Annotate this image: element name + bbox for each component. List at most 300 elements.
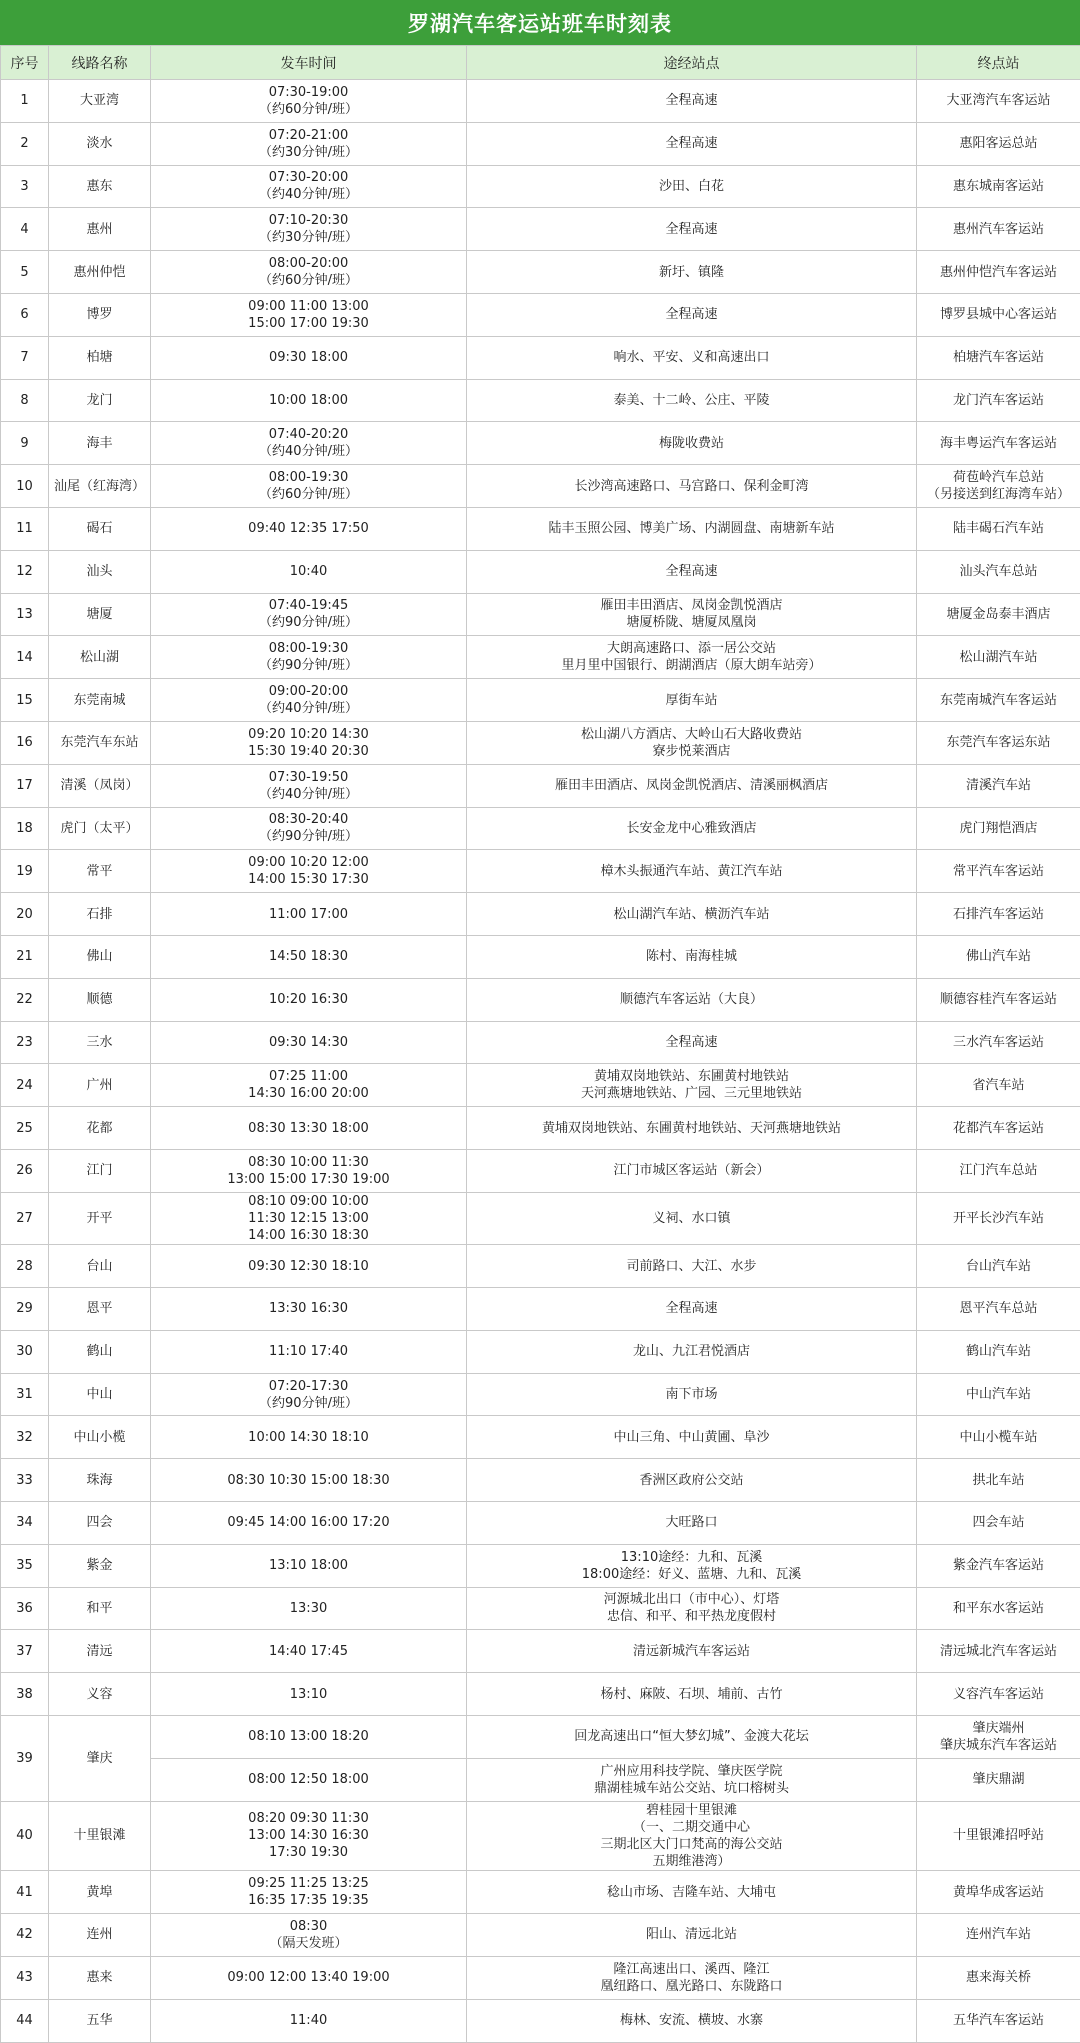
cell-index: 15	[1, 679, 49, 722]
table-row	[1, 1107, 1080, 1150]
cell-index: 41	[1, 1871, 49, 1914]
cell-via-stops	[467, 1459, 917, 1502]
cell-route-name: 义容	[49, 1673, 151, 1716]
cell-departure-time-line: 08:30 10:30 15:00 18:30	[227, 1472, 390, 1488]
cell-via-stops-line: 凰纽路口、凰光路口、东陇路口	[600, 1978, 783, 1994]
cell-terminal	[917, 1021, 1080, 1064]
header-via-stops: 途经站点	[467, 46, 917, 80]
cell-index: 38	[1, 1673, 49, 1716]
cell-index: 12	[1, 550, 49, 593]
cell-terminal-line: 花都汽车客运站	[952, 1120, 1044, 1136]
table-row	[1, 1673, 1080, 1716]
cell-terminal	[917, 1330, 1080, 1373]
cell-via-stops	[467, 1330, 917, 1373]
cell-departure-time	[151, 1801, 467, 1871]
cell-route-name: 江门	[49, 1149, 151, 1192]
cell-departure-time-line: 09:30 14:30	[268, 1034, 349, 1050]
cell-index: 16	[1, 721, 49, 764]
cell-via-stops	[467, 465, 917, 508]
cell-departure-time-line: 07:20-17:30	[268, 1378, 349, 1394]
cell-departure-time-line: 08:00-20:00	[268, 256, 349, 272]
cell-index: 11	[1, 507, 49, 550]
cell-departure-time	[151, 764, 467, 807]
cell-departure-time-line: 10:00 14:30 18:10	[248, 1429, 369, 1445]
cell-index: 14	[1, 636, 49, 679]
header-route-name: 线路名称	[49, 46, 151, 80]
cell-route-name: 佛山	[49, 935, 151, 978]
cell-via-stops-line: 全程高速	[665, 307, 718, 323]
cell-via-stops-line: 黄埔双岗地铁站、东圃黄村地铁站、天河燕塘地铁站	[541, 1120, 841, 1136]
cell-via-stops	[467, 208, 917, 251]
table-row	[1, 465, 1080, 508]
cell-departure-time	[151, 593, 467, 636]
cell-departure-time	[151, 721, 467, 764]
cell-via-stops-line: 三期北区大门口梵高的海公交站	[600, 1836, 783, 1852]
cell-terminal	[917, 850, 1080, 893]
cell-departure-time	[151, 1956, 467, 1999]
cell-terminal	[917, 593, 1080, 636]
cell-departure-time-line: 14:30 16:00 20:00	[248, 1086, 369, 1102]
cell-departure-time-line: 09:00 12:00 13:40 19:00	[227, 1970, 390, 1986]
cell-departure-time-line: （约30分钟/班）	[259, 144, 358, 160]
cell-terminal-line: 拱北车站	[972, 1472, 1025, 1488]
cell-terminal-line: 江门汽车总站	[959, 1163, 1038, 1179]
cell-terminal-line: 陆丰碣石汽车站	[952, 521, 1044, 537]
cell-terminal	[917, 293, 1080, 336]
cell-index: 2	[1, 122, 49, 165]
cell-departure-time-line: 13:00 14:30 16:30	[248, 1828, 369, 1844]
cell-route-name: 柏塘	[49, 336, 151, 379]
cell-via-stops	[467, 1416, 917, 1459]
cell-departure-time	[151, 807, 467, 850]
cell-via-stops-line: 全程高速	[665, 221, 718, 237]
cell-route-name: 淡水	[49, 122, 151, 165]
table-row	[1, 1999, 1080, 2042]
cell-departure-time-line: 08:30 13:30 18:00	[248, 1120, 369, 1136]
cell-via-stops	[467, 379, 917, 422]
cell-terminal	[917, 1107, 1080, 1150]
cell-departure-time	[151, 293, 467, 336]
cell-departure-time	[151, 850, 467, 893]
cell-index: 21	[1, 935, 49, 978]
cell-departure-time-line: 10:40	[289, 564, 328, 580]
cell-via-stops-line: 义祠、水口镇	[652, 1210, 731, 1226]
cell-via-stops	[467, 679, 917, 722]
page-title: 罗湖汽车客运站班车时刻表	[0, 0, 1080, 45]
cell-departure-time	[151, 80, 467, 123]
cell-terminal-line: 虎门翔恺酒店	[959, 820, 1038, 836]
cell-via-stops	[467, 80, 917, 123]
cell-terminal-line: 十里银滩招呼站	[952, 1828, 1044, 1844]
table-row	[1, 251, 1080, 294]
cell-route-name: 鹤山	[49, 1330, 151, 1373]
cell-index: 42	[1, 1914, 49, 1957]
cell-via-stops-line: 雁田丰田酒店、凤岗金凯悦酒店、清溪丽枫酒店	[554, 778, 828, 794]
cell-departure-time	[151, 1871, 467, 1914]
header-index: 序号	[1, 46, 49, 80]
cell-departure-time	[151, 1673, 467, 1716]
cell-departure-time-line: 14:00 15:30 17:30	[248, 872, 369, 888]
cell-terminal	[917, 1502, 1080, 1545]
cell-terminal	[917, 1630, 1080, 1673]
cell-index: 33	[1, 1459, 49, 1502]
cell-terminal	[917, 1956, 1080, 1999]
cell-terminal	[917, 1871, 1080, 1914]
cell-departure-time	[151, 1416, 467, 1459]
table-row	[1, 1956, 1080, 1999]
cell-index: 32	[1, 1416, 49, 1459]
cell-via-stops-line: （一、二期交通中心	[632, 1819, 750, 1835]
table-row	[1, 1330, 1080, 1373]
cell-via-stops-line: 樟木头振通汽车站、黄江汽车站	[600, 863, 783, 879]
cell-departure-time-line: （约60分钟/班）	[259, 487, 358, 503]
cell-index: 30	[1, 1330, 49, 1373]
cell-index: 31	[1, 1373, 49, 1416]
cell-departure-time-line: 11:10 17:40	[268, 1344, 349, 1360]
cell-via-stops	[467, 850, 917, 893]
cell-via-stops-line: 鼎湖桂城车站公交站、坑口榕树头	[593, 1780, 789, 1796]
cell-departure-time-line: （约60分钟/班）	[259, 273, 358, 289]
cell-via-stops	[467, 550, 917, 593]
cell-via-stops-line: 稔山市场、吉隆车站、大埔屯	[606, 1884, 776, 1900]
cell-terminal	[917, 1715, 1080, 1758]
cell-via-stops	[467, 935, 917, 978]
cell-departure-time	[151, 1107, 467, 1150]
cell-departure-time-line: 08:20 09:30 11:30	[248, 1811, 369, 1827]
cell-departure-time-line: 07:30-19:00	[268, 84, 349, 100]
cell-via-stops-line: 司前路口、大江、水步	[626, 1258, 757, 1274]
cell-via-stops-line: 天河燕塘地铁站、广园、三元里地铁站	[580, 1086, 802, 1102]
cell-departure-time-line: 16:35 17:35 19:35	[248, 1893, 369, 1909]
cell-departure-time	[151, 422, 467, 465]
cell-via-stops-line: 梅陇收费站	[658, 435, 724, 451]
cell-terminal-line: 肇庆鼎湖	[972, 1772, 1025, 1788]
table-row	[1, 1245, 1080, 1288]
cell-departure-time-line: 13:30 16:30	[268, 1301, 349, 1317]
cell-terminal	[917, 935, 1080, 978]
cell-index: 5	[1, 251, 49, 294]
cell-via-stops	[467, 1871, 917, 1914]
cell-via-stops-line: 塘厦桥陇、塘厦凤凰岗	[626, 615, 757, 631]
cell-route-name: 汕头	[49, 550, 151, 593]
cell-route-name: 碣石	[49, 507, 151, 550]
cell-departure-time	[151, 550, 467, 593]
cell-index: 23	[1, 1021, 49, 1064]
cell-via-stops-line: 全程高速	[665, 136, 718, 152]
cell-index: 34	[1, 1502, 49, 1545]
table-row	[1, 165, 1080, 208]
cell-departure-time-line: 08:30	[289, 1918, 328, 1934]
cell-terminal-line: 汕头汽车总站	[959, 564, 1038, 580]
cell-terminal	[917, 1149, 1080, 1192]
cell-terminal	[917, 679, 1080, 722]
cell-terminal-line: 惠州汽车客运站	[952, 221, 1044, 237]
cell-departure-time-line: 09:30 12:30 18:10	[248, 1258, 369, 1274]
cell-index: 24	[1, 1064, 49, 1107]
cell-route-name: 常平	[49, 850, 151, 893]
cell-index: 3	[1, 165, 49, 208]
cell-index: 25	[1, 1107, 49, 1150]
cell-index: 18	[1, 807, 49, 850]
cell-route-name: 龙门	[49, 379, 151, 422]
cell-terminal	[917, 379, 1080, 422]
table-row	[1, 850, 1080, 893]
cell-departure-time-line: 11:40	[289, 2013, 328, 2029]
cell-route-name: 肇庆	[49, 1715, 151, 1801]
cell-departure-time-line: 11:30 12:15 13:00	[248, 1210, 369, 1226]
cell-terminal	[917, 422, 1080, 465]
cell-index: 26	[1, 1149, 49, 1192]
cell-terminal-line: 大亚湾汽车客运站	[946, 93, 1051, 109]
cell-via-stops-line: 杨村、麻陂、石坝、埔前、古竹	[600, 1686, 783, 1702]
table-row	[1, 1758, 1080, 1801]
cell-departure-time-line: （约40分钟/班）	[259, 444, 358, 460]
cell-departure-time-line: 11:00 17:00	[268, 906, 349, 922]
cell-via-stops	[467, 1673, 917, 1716]
cell-departure-time	[151, 251, 467, 294]
cell-departure-time-line: 13:30	[289, 1600, 328, 1616]
cell-via-stops-line: 碧桂园十里银滩	[645, 1802, 737, 1818]
cell-via-stops-line: 五期维港湾）	[652, 1853, 731, 1869]
cell-terminal-line: （另接送到红海湾车站）	[926, 487, 1070, 503]
cell-terminal-line: 恩平汽车总站	[959, 1301, 1038, 1317]
cell-via-stops	[467, 593, 917, 636]
table-row	[1, 1502, 1080, 1545]
cell-terminal	[917, 507, 1080, 550]
cell-via-stops-line: 梅林、安流、横坡、水寨	[619, 2013, 763, 2029]
cell-terminal	[917, 1192, 1080, 1245]
schedule-table	[0, 45, 1080, 2043]
cell-departure-time	[151, 1715, 467, 1758]
table-row	[1, 1459, 1080, 1502]
cell-route-name: 虎门（太平）	[49, 807, 151, 850]
cell-terminal	[917, 1064, 1080, 1107]
cell-via-stops-line: 龙山、九江君悦酒店	[632, 1344, 750, 1360]
cell-terminal	[917, 122, 1080, 165]
cell-index: 17	[1, 764, 49, 807]
cell-route-name: 石排	[49, 893, 151, 936]
cell-departure-time	[151, 208, 467, 251]
cell-via-stops-line: 全程高速	[665, 564, 718, 580]
cell-route-name: 十里银滩	[49, 1801, 151, 1871]
cell-terminal-line: 义容汽车客运站	[952, 1686, 1044, 1702]
cell-terminal-line: 海丰粤运汽车客运站	[939, 435, 1057, 451]
cell-route-name: 惠州仲恺	[49, 251, 151, 294]
cell-terminal	[917, 1459, 1080, 1502]
cell-route-name: 恩平	[49, 1288, 151, 1331]
cell-via-stops	[467, 1587, 917, 1630]
cell-route-name: 花都	[49, 1107, 151, 1150]
table-row	[1, 764, 1080, 807]
cell-departure-time-line: 08:30 10:00 11:30	[248, 1154, 369, 1170]
cell-departure-time	[151, 1149, 467, 1192]
cell-departure-time	[151, 1245, 467, 1288]
cell-departure-time	[151, 1373, 467, 1416]
header-departure-time: 发车时间	[151, 46, 467, 80]
cell-index: 28	[1, 1245, 49, 1288]
cell-via-stops	[467, 1107, 917, 1150]
cell-terminal	[917, 1999, 1080, 2042]
cell-index: 13	[1, 593, 49, 636]
cell-terminal	[917, 721, 1080, 764]
cell-departure-time-line: （约90分钟/班）	[259, 658, 358, 674]
table-row	[1, 1373, 1080, 1416]
table-row	[1, 1801, 1080, 1871]
cell-via-stops-line: 泰美、十二岭、公庄、平陵	[613, 392, 770, 408]
cell-terminal	[917, 165, 1080, 208]
cell-terminal	[917, 465, 1080, 508]
cell-terminal	[917, 1544, 1080, 1587]
cell-route-name: 广州	[49, 1064, 151, 1107]
cell-via-stops	[467, 1064, 917, 1107]
cell-via-stops-line: 18:00途经：好义、蓝塘、九和、瓦溪	[581, 1566, 802, 1582]
cell-departure-time-line: （约60分钟/班）	[259, 101, 358, 117]
cell-via-stops-line: 长安金龙中心雅致酒店	[626, 820, 757, 836]
cell-via-stops	[467, 807, 917, 850]
cell-via-stops-line: 雁田丰田酒店、凤岗金凯悦酒店	[600, 598, 783, 614]
cell-departure-time-line: （约40分钟/班）	[259, 786, 358, 802]
cell-via-stops-line: 长沙湾高速路口、马宫路口、保利金町湾	[574, 478, 809, 494]
cell-route-name: 清远	[49, 1630, 151, 1673]
cell-terminal-line: 柏塘汽车客运站	[952, 350, 1044, 366]
cell-departure-time-line: 09:25 11:25 13:25	[248, 1876, 369, 1892]
cell-departure-time	[151, 122, 467, 165]
cell-departure-time	[151, 336, 467, 379]
cell-departure-time	[151, 379, 467, 422]
cell-via-stops	[467, 422, 917, 465]
cell-departure-time-line: 07:40-19:45	[268, 598, 349, 614]
cell-departure-time-line: （约90分钟/班）	[259, 829, 358, 845]
cell-index: 19	[1, 850, 49, 893]
cell-route-name: 汕尾（红海湾）	[49, 465, 151, 508]
cell-route-name: 台山	[49, 1245, 151, 1288]
cell-terminal-line: 开平长沙汽车站	[952, 1210, 1044, 1226]
cell-route-name: 和平	[49, 1587, 151, 1630]
cell-departure-time	[151, 935, 467, 978]
cell-departure-time-line: （约90分钟/班）	[259, 615, 358, 631]
cell-route-name: 清溪（凤岗）	[49, 764, 151, 807]
cell-departure-time-line: 07:25 11:00	[268, 1069, 349, 1085]
cell-terminal	[917, 1758, 1080, 1801]
cell-via-stops-line: 清远新城汽车客运站	[632, 1643, 750, 1659]
cell-terminal	[917, 80, 1080, 123]
cell-via-stops-line: 大旺路口	[665, 1515, 718, 1531]
cell-departure-time-line: 07:40-20:20	[268, 427, 349, 443]
cell-terminal	[917, 1373, 1080, 1416]
cell-via-stops-line: 陆丰玉照公园、博美广场、内湖圆盘、南塘新车站	[548, 521, 835, 537]
cell-terminal	[917, 636, 1080, 679]
cell-route-name: 大亚湾	[49, 80, 151, 123]
table-row	[1, 379, 1080, 422]
cell-terminal-line: 三水汽车客运站	[952, 1034, 1044, 1050]
cell-route-name: 顺德	[49, 978, 151, 1021]
cell-departure-time-line: 07:30-19:50	[268, 769, 349, 785]
cell-index: 35	[1, 1544, 49, 1587]
cell-terminal-line: 省汽车站	[972, 1077, 1025, 1093]
cell-via-stops-line: 全程高速	[665, 1301, 718, 1317]
cell-via-stops	[467, 251, 917, 294]
cell-departure-time	[151, 1914, 467, 1957]
cell-terminal-line: 顺德容桂汽车客运站	[939, 992, 1057, 1008]
cell-terminal	[917, 1416, 1080, 1459]
cell-departure-time	[151, 165, 467, 208]
cell-terminal-line: 荷苞岭汽车总站	[952, 470, 1044, 486]
cell-via-stops	[467, 122, 917, 165]
cell-index: 10	[1, 465, 49, 508]
cell-index: 44	[1, 1999, 49, 2042]
cell-departure-time-line: 10:20 16:30	[268, 992, 349, 1008]
cell-terminal-line: 台山汽车站	[965, 1258, 1031, 1274]
cell-terminal-line: 和平东水客运站	[952, 1600, 1044, 1616]
table-header-row	[1, 46, 1080, 80]
cell-departure-time	[151, 1587, 467, 1630]
cell-departure-time-line: 15:30 19:40 20:30	[248, 743, 369, 759]
table-row	[1, 679, 1080, 722]
table-row	[1, 550, 1080, 593]
cell-departure-time-line: 09:45 14:00 16:00 17:20	[227, 1515, 390, 1531]
cell-departure-time-line: 14:00 16:30 18:30	[248, 1227, 369, 1243]
cell-index: 8	[1, 379, 49, 422]
cell-departure-time	[151, 465, 467, 508]
cell-via-stops	[467, 293, 917, 336]
table-row	[1, 1630, 1080, 1673]
cell-via-stops-line: 广州应用科技学院、肇庆医学院	[600, 1763, 783, 1779]
cell-via-stops-line: 松山湖八方酒店、大岭山石大路收费站	[580, 726, 802, 742]
cell-via-stops-line: 香洲区政府公交站	[639, 1472, 744, 1488]
table-row	[1, 1021, 1080, 1064]
cell-departure-time	[151, 1502, 467, 1545]
cell-index: 39	[1, 1715, 49, 1801]
table-row	[1, 721, 1080, 764]
cell-route-name: 开平	[49, 1192, 151, 1245]
cell-via-stops	[467, 1373, 917, 1416]
cell-terminal-line: 肇庆端州	[972, 1720, 1025, 1736]
cell-index: 6	[1, 293, 49, 336]
cell-via-stops	[467, 1288, 917, 1331]
table-row	[1, 507, 1080, 550]
cell-route-name: 中山	[49, 1373, 151, 1416]
cell-terminal-line: 常平汽车客运站	[952, 863, 1044, 879]
cell-via-stops-line: 大朗高速路口、添一居公交站	[606, 641, 776, 657]
cell-terminal	[917, 764, 1080, 807]
cell-departure-time	[151, 893, 467, 936]
cell-route-name: 五华	[49, 1999, 151, 2042]
cell-via-stops-line: 沙田、白花	[658, 178, 724, 194]
cell-terminal-line: 龙门汽车客运站	[952, 392, 1044, 408]
cell-via-stops-line: 松山湖汽车站、横沥汽车站	[613, 906, 770, 922]
cell-departure-time-line: 13:10	[289, 1686, 328, 1702]
cell-via-stops-line: 阳山、清远北站	[645, 1927, 737, 1943]
cell-via-stops	[467, 1630, 917, 1673]
cell-departure-time-line: 07:10-20:30	[268, 213, 349, 229]
cell-via-stops	[467, 1502, 917, 1545]
table-row	[1, 208, 1080, 251]
cell-route-name: 四会	[49, 1502, 151, 1545]
cell-index: 7	[1, 336, 49, 379]
cell-terminal-line: 惠东城南客运站	[952, 178, 1044, 194]
table-row	[1, 636, 1080, 679]
cell-terminal	[917, 550, 1080, 593]
cell-via-stops	[467, 1192, 917, 1245]
table-row	[1, 1914, 1080, 1957]
cell-departure-time-line: （约40分钟/班）	[259, 187, 358, 203]
cell-departure-time-line: 09:30 18:00	[268, 350, 349, 366]
cell-via-stops	[467, 336, 917, 379]
cell-index: 43	[1, 1956, 49, 1999]
cell-index: 40	[1, 1801, 49, 1871]
cell-terminal-line: 东莞南城汽车客运站	[939, 692, 1057, 708]
cell-terminal-line: 惠州仲恺汽车客运站	[939, 264, 1057, 280]
